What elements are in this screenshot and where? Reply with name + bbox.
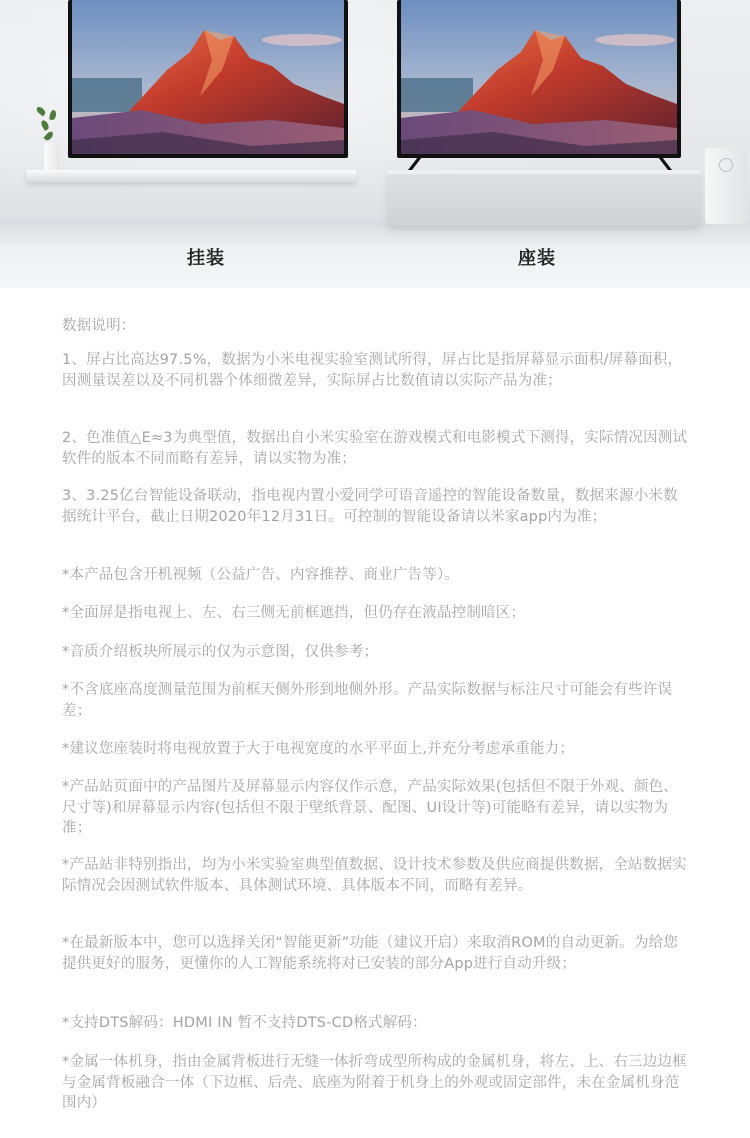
note-item: 3、3.25亿台智能设备联动，指电视内置小爱同学可语音遥控的智能设备数量，数据来源小米数据统计平台，截止日期2020年12月31日。可控制的智能设备请以米家app内为准； (62, 488, 678, 525)
note-item: *支持DTS解码：HDMI IN 暂不支持DTS-CD格式解码： (62, 1015, 427, 1031)
wall-mount-label: 挂装 (187, 248, 225, 269)
note-item: *产品站页面中的产品图片及屏幕显示内容仅作示意，产品实际效果(包括但不限于外观、颜色、尺寸等)和屏幕显示内容(包括但不限于壁纸背景、配图、UI设计等)可能略有差异，请以实物为准； (62, 779, 679, 836)
floor (0, 222, 750, 288)
tv-stand-foot (650, 157, 674, 171)
note-item: *金属一体机身，指由金属背板进行无缝一体折弯成型所构成的金属机身，将左、上、右三边边框与金属背板融合一体（下边框、后壳、底座为附着于机身上的外观或固定部件，未在金属机身范围内） (62, 1054, 687, 1111)
note-item: *产品站非特别指出，均为小米实验室典型值数据、设计技术参数及供应商提供数据，全站数据实际情况会因测试软件版本、具体测试环境、具体版本不同，而略有差异。 (62, 857, 687, 894)
notes-heading: 数据说明： (62, 318, 136, 334)
note-item: *不含底座高度测量范围为前框天侧外形到地侧外形。产品实际数据与标注尺寸可能会有些许误差； (62, 682, 673, 719)
note-item: *音质介绍板块所展示的仅为示意图，仅供参考； (62, 644, 379, 660)
plant-vase (44, 143, 60, 171)
note-item: *在最新版本中，您可以选择关闭“智能更新”功能（建议开启）来取消ROM的自动更新。为给您提供更好的服务，更懂你的人工智能系统将对已安装的部分App进行自动升级； (62, 935, 679, 972)
note-item: *本产品包含开机视频（公益广告、内容推荐、商业广告等）。 (62, 567, 460, 583)
wall-shelf (26, 170, 356, 182)
air-purifier (705, 148, 747, 224)
note-item: 2、色准值△E≈3为典型值，数据出自小米实验室在游戏模式和电影模式下测得，实际情况因测试软件的版本不同而略有差异，请以实物为准； (62, 430, 688, 467)
tv-screen-mountain (401, 0, 677, 154)
tv-cabinet (388, 170, 700, 226)
tv-screen-mountain (72, 0, 344, 154)
stand-mounted-tv (397, 0, 681, 158)
wall-mounted-tv (68, 0, 348, 158)
tv-stand-foot (404, 157, 428, 171)
stand-mount-label: 座装 (518, 248, 556, 269)
product-install-image (0, 0, 750, 288)
note-item: 1、屏占比高达97.5%，数据为小米电视实验室测试所得，屏占比是指屏幕显示面积/屏幕面积，因测量误差以及不同机器个体细微差异，实际屏占比数值请以实际产品为准； (62, 352, 683, 389)
note-item: *建议您座装时将电视放置于大于电视宽度的水平平面上,并充分考虑承重能力； (62, 741, 575, 757)
note-item: *全面屏是指电视上、左、右三侧无前框遮挡，但仍存在液晶控制暗区； (62, 605, 526, 621)
